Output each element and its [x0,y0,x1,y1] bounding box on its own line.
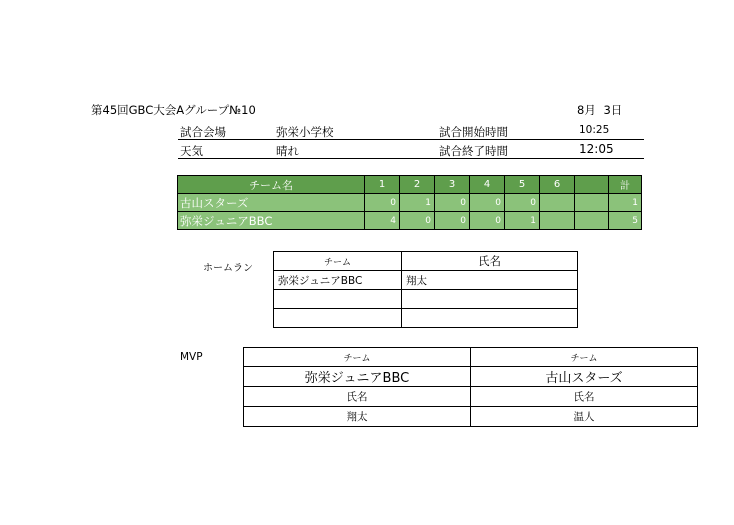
inning-header: 3 [435,176,470,194]
inning-score [575,212,609,230]
venue-value: 弥栄小学校 [276,125,334,139]
inning-score: 0 [365,194,400,212]
scoreboard-table [177,175,642,230]
mvp-table [243,347,698,427]
team-row [178,212,642,230]
mvp-player-row [244,407,698,427]
homerun-player [402,290,578,309]
team-name: 弥栄ジュニアBBC [178,212,365,230]
homerun-player: 翔太 [402,271,578,290]
inning-header: 2 [400,176,435,194]
inning-score: 1 [505,212,540,230]
homerun-row [274,309,578,328]
homerun-player [402,309,578,328]
inning-header: 4 [470,176,505,194]
inning-score [540,212,575,230]
mvp-player: 温人 [471,407,698,427]
start-time-value: 10:25 [579,124,610,136]
info-divider [178,139,644,140]
homerun-row [274,271,578,290]
total-header: 計 [609,176,642,194]
homerun-row [274,290,578,309]
mvp-team: 古山スターズ [471,367,698,387]
inning-score [575,194,609,212]
inning-score: 0 [470,194,505,212]
inning-header: 1 [365,176,400,194]
mvp-team-header-row [244,348,698,367]
weather-label: 天気 [180,144,203,158]
inning-score: 1 [400,194,435,212]
inning-score [540,194,575,212]
end-time-value: 12:05 [579,142,614,156]
inning-score: 0 [435,212,470,230]
mvp-player: 翔太 [244,407,471,427]
weather-value: 晴れ [276,144,299,158]
inning-score: 0 [435,194,470,212]
end-time-label: 試合終了時間 [439,144,508,158]
team-row [178,194,642,212]
homerun-header-row [274,252,578,271]
homerun-team [274,309,402,328]
scoreboard-header-row [178,176,642,194]
page-title: 第45回GBC大会Aグループ№10 [91,103,256,117]
homerun-team-header: チーム [274,252,402,271]
team-name-header: チーム名 [178,176,365,194]
team-total: 5 [609,212,642,230]
mvp-name-header: 氏名 [471,387,698,407]
game-date: 8月 3日 [577,103,623,117]
team-total: 1 [609,194,642,212]
inning-score: 0 [400,212,435,230]
team-name: 古山スターズ [178,194,365,212]
inning-header: 6 [540,176,575,194]
homerun-table [273,251,578,328]
mvp-name-header-row [244,387,698,407]
inning-header [575,176,609,194]
info-divider [178,158,644,159]
mvp-name-header: 氏名 [244,387,471,407]
homerun-name-header: 氏名 [402,252,578,271]
venue-label: 試合会場 [180,125,226,139]
inning-header: 5 [505,176,540,194]
homerun-team: 弥栄ジュニアBBC [274,271,402,290]
inning-score: 4 [365,212,400,230]
mvp-team-header: チーム [471,348,698,367]
mvp-team: 弥栄ジュニアBBC [244,367,471,387]
homerun-label: ホームラン [203,263,253,274]
inning-score: 0 [470,212,505,230]
start-time-label: 試合開始時間 [439,125,508,139]
mvp-label: MVP [180,351,203,363]
inning-score: 0 [505,194,540,212]
mvp-team-row [244,367,698,387]
mvp-team-header: チーム [244,348,471,367]
homerun-team [274,290,402,309]
